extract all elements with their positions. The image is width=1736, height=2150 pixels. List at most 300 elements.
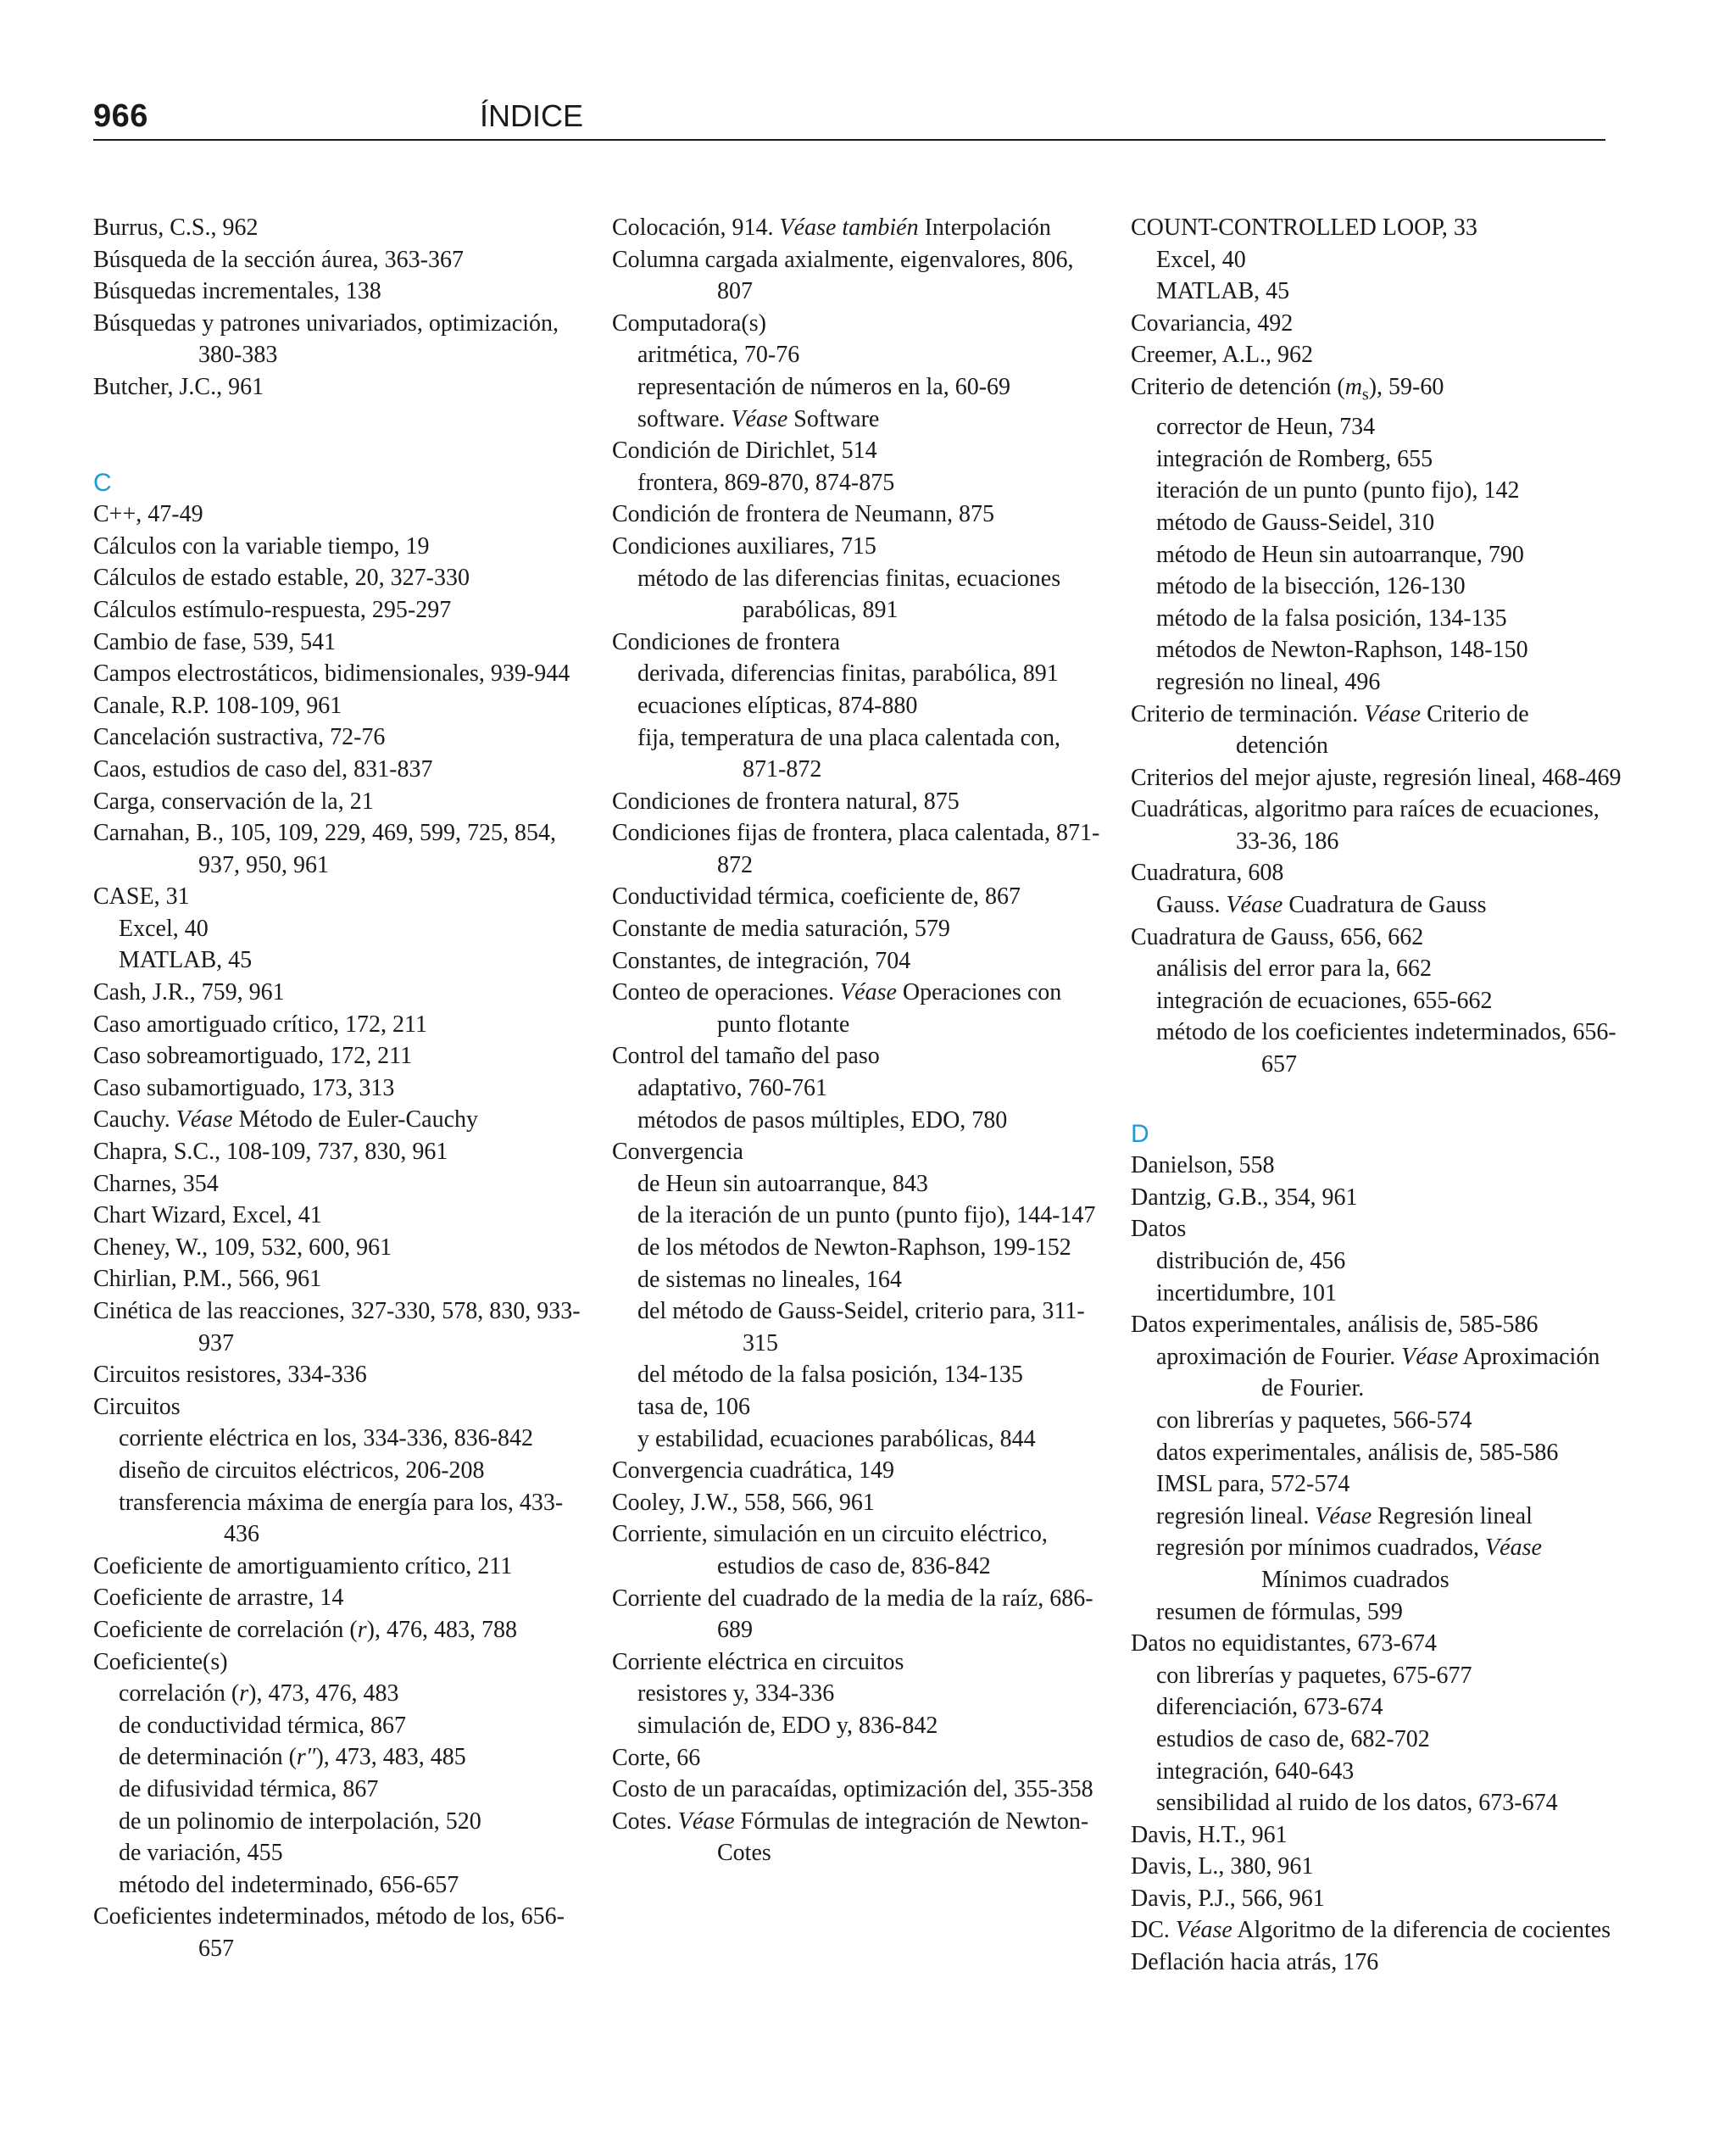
entry-italic: Véase bbox=[175, 1106, 233, 1133]
index-entry bbox=[612, 1040, 1104, 1072]
entry-text: Carga, conservación de la, 21 bbox=[93, 788, 374, 815]
entry-italic: Véase bbox=[840, 979, 897, 1006]
entry-italic: Véase bbox=[1226, 892, 1283, 919]
entry-text: derivada, diferencias finitas, parabólica, 891 bbox=[637, 660, 1059, 688]
index-subentry bbox=[612, 1359, 1104, 1391]
entry-text: Condición de frontera de Neumann, 875 bbox=[612, 501, 994, 528]
entry-text: Chart Wizard, Excel, 41 bbox=[93, 1202, 322, 1229]
entry-text: métodos de pasos múltiples, EDO, 780 bbox=[637, 1106, 1008, 1133]
entry-text: Datos no equidistantes, 673-674 bbox=[1131, 1630, 1437, 1657]
index-subentry bbox=[612, 1200, 1104, 1232]
entry-text: Conteo de operaciones. bbox=[612, 979, 835, 1006]
entry-italic: Véase bbox=[1175, 1917, 1232, 1944]
entry-text: Campos electrostáticos, bidimensionales, 939-944 bbox=[93, 660, 570, 688]
entry-text: método de Heun sin autoarranque, 790 bbox=[1156, 541, 1524, 568]
entry-italic: Véase bbox=[1364, 700, 1422, 727]
entry-text-tail: Operaciones con punto flotante bbox=[717, 979, 1062, 1038]
index-subentry bbox=[93, 1837, 585, 1869]
index-entry bbox=[1131, 1851, 1622, 1883]
entry-text: de Heun sin autoarranque, 843 bbox=[637, 1170, 928, 1197]
index-entry bbox=[612, 1455, 1104, 1487]
index-subentry bbox=[1131, 1405, 1622, 1437]
entry-text: iteración de un punto (punto fijo), 142 bbox=[1156, 477, 1520, 504]
index-subentry bbox=[1131, 1245, 1622, 1278]
entry-text: Gauss. bbox=[1156, 892, 1221, 919]
entry-italic: r bbox=[239, 1680, 249, 1707]
entry-text: método de los coeficientes indeterminados, 656-657 bbox=[1156, 1019, 1616, 1078]
entry-text: adaptativo, 760-761 bbox=[637, 1075, 827, 1102]
index-subentry bbox=[1131, 1278, 1622, 1310]
index-entry bbox=[1131, 1819, 1622, 1852]
entry-text-tail: Método de Euler-Cauchy bbox=[238, 1106, 479, 1133]
entry-text: Caso subamortiguado, 173, 313 bbox=[93, 1074, 395, 1101]
entry-text: Búsqueda de la sección áurea, 363-367 bbox=[93, 246, 464, 273]
index-entry bbox=[93, 658, 585, 690]
index-subentry bbox=[1131, 475, 1622, 507]
entry-text: incertidumbre, 101 bbox=[1156, 1279, 1338, 1306]
index-subentry bbox=[1131, 1724, 1622, 1756]
entry-text: del método de Gauss-Seidel, criterio para, 311-315 bbox=[637, 1298, 1085, 1356]
running-head: ÍNDICE bbox=[480, 98, 584, 133]
entry-text: Convergencia cuadrática, 149 bbox=[612, 1457, 895, 1484]
index-subentry bbox=[612, 339, 1104, 371]
index-entry bbox=[1131, 1213, 1622, 1245]
entry-text: Cuadráticas, algoritmo para raíces de ecuaciones, 33-36, 186 bbox=[1131, 796, 1600, 855]
index-entry bbox=[93, 1200, 585, 1232]
entry-text: Caso sobreamortiguado, 172, 211 bbox=[93, 1043, 413, 1070]
entry-text: Carnahan, B., 105, 109, 229, 469, 599, 725, 854, 937, 950, 961 bbox=[93, 820, 556, 878]
entry-text-tail: ), 473, 476, 483 bbox=[248, 1680, 399, 1707]
entry-text: CASE, 31 bbox=[93, 883, 190, 911]
index-entry bbox=[93, 276, 585, 308]
index-entry bbox=[1131, 1150, 1622, 1182]
entry-text-tail: Mínimos cuadrados bbox=[1261, 1566, 1449, 1593]
entry-text: Cinética de las reacciones, 327-330, 578, 830, 933-937 bbox=[93, 1298, 581, 1356]
index-entry bbox=[93, 977, 585, 1009]
entry-text: representación de números en la, 60-69 bbox=[637, 373, 1011, 400]
entry-text: Danielson, 558 bbox=[1131, 1152, 1275, 1179]
section-letter: D bbox=[1131, 1119, 1149, 1148]
entry-text: Circuitos bbox=[93, 1393, 181, 1420]
index-subentry bbox=[1131, 1017, 1622, 1080]
entry-text-tail: ), 476, 483, 788 bbox=[366, 1616, 517, 1643]
index-entry bbox=[93, 1136, 585, 1168]
entry-text: de un polinomio de interpolación, 520 bbox=[119, 1807, 481, 1835]
entry-text: Davis, P.J., 566, 961 bbox=[1131, 1885, 1325, 1912]
entry-text-tail: ), 59-60 bbox=[1368, 373, 1444, 400]
index-subentry bbox=[93, 913, 585, 945]
index-subentry bbox=[1131, 1660, 1622, 1692]
index-entry bbox=[612, 1583, 1104, 1646]
entry-italic: Véase bbox=[677, 1807, 735, 1835]
entry-text: de los métodos de Newton-Raphson, 199-152 bbox=[637, 1234, 1071, 1261]
entry-text: DC. bbox=[1131, 1917, 1170, 1944]
section-spacer bbox=[93, 404, 585, 467]
entry-text: métodos de Newton-Raphson, 148-150 bbox=[1156, 637, 1528, 664]
entry-text: resumen de fórmulas, 599 bbox=[1156, 1598, 1403, 1625]
entry-text: correlación ( bbox=[119, 1680, 240, 1707]
entry-text: Cauchy. bbox=[93, 1106, 170, 1133]
index-entry bbox=[612, 627, 1104, 659]
index-subentry bbox=[93, 1455, 585, 1487]
index-entry bbox=[1131, 1309, 1622, 1341]
entry-text: tasa de, 106 bbox=[637, 1393, 750, 1420]
entry-text: corrector de Heun, 734 bbox=[1156, 414, 1376, 441]
index-entry bbox=[612, 1518, 1104, 1582]
index-entry bbox=[1131, 1914, 1622, 1947]
entry-text: Convergencia bbox=[612, 1139, 743, 1166]
entry-italic: Véase bbox=[1315, 1502, 1372, 1529]
entry-text: Conductividad térmica, coeficiente de, 867 bbox=[612, 883, 1021, 911]
index-entry bbox=[93, 371, 585, 404]
entry-text: método de las diferencias finitas, ecuaciones parabólicas, 891 bbox=[637, 565, 1061, 624]
entry-text: Datos bbox=[1131, 1216, 1187, 1243]
entry-text: COUNT-CONTROLLED LOOP, 33 bbox=[1131, 214, 1477, 241]
entry-text: Charnes, 354 bbox=[93, 1170, 219, 1197]
entry-text: análisis del error para la, 662 bbox=[1156, 955, 1432, 983]
index-entry bbox=[612, 1742, 1104, 1774]
index-subentry bbox=[1131, 571, 1622, 603]
entry-text: Condición de Dirichlet, 514 bbox=[612, 437, 877, 465]
entry-text: del método de la falsa posición, 134-135 bbox=[637, 1362, 1023, 1389]
index-entry bbox=[93, 786, 585, 818]
entry-text: con librerías y paquetes, 675-677 bbox=[1156, 1662, 1472, 1689]
entry-text-tail: Software bbox=[793, 405, 880, 432]
index-subentry bbox=[1131, 1532, 1622, 1596]
entry-text: Davis, L., 380, 961 bbox=[1131, 1853, 1314, 1880]
entry-text: Condiciones fijas de frontera, placa calentada, 871-872 bbox=[612, 820, 1100, 878]
index-entry bbox=[93, 817, 585, 881]
index-entry bbox=[612, 1487, 1104, 1519]
index-subentry bbox=[93, 1423, 585, 1455]
index-subentry bbox=[612, 1423, 1104, 1456]
index-subentry bbox=[1131, 1691, 1622, 1724]
index-subentry bbox=[1131, 411, 1622, 443]
index-entry bbox=[1131, 857, 1622, 889]
index-entry bbox=[93, 881, 585, 913]
entry-text: método del indeterminado, 656-657 bbox=[119, 1871, 459, 1898]
index-subentry bbox=[1131, 953, 1622, 985]
entry-text: de la iteración de un punto (punto fijo), 144-147 bbox=[637, 1202, 1096, 1229]
index-entry bbox=[93, 308, 585, 371]
entry-text: Cash, J.R., 759, 961 bbox=[93, 979, 285, 1006]
entry-text: Caso amortiguado crítico, 172, 211 bbox=[93, 1011, 427, 1038]
entry-text: MATLAB, 45 bbox=[1156, 278, 1290, 305]
index-entry bbox=[1131, 1947, 1622, 1979]
entry-italic: m bbox=[1344, 373, 1362, 400]
index-entry bbox=[93, 1104, 585, 1136]
entry-text: Corriente del cuadrado de la media de la raíz, 686-689 bbox=[612, 1585, 1093, 1644]
entry-text: Coeficiente de amortiguamiento crítico, 211 bbox=[93, 1552, 513, 1579]
index-entry bbox=[612, 499, 1104, 531]
index-entry bbox=[93, 721, 585, 754]
index-entry bbox=[93, 1614, 585, 1646]
entry-text: fija, temperatura de una placa calentada con, 871-872 bbox=[637, 724, 1061, 783]
entry-text: regresión por mínimos cuadrados, bbox=[1156, 1535, 1480, 1562]
entry-text: Constante de media saturación, 579 bbox=[612, 916, 950, 943]
entry-italic: r″ bbox=[296, 1744, 316, 1771]
index-subentry bbox=[612, 690, 1104, 722]
index-entry bbox=[93, 1232, 585, 1264]
entry-text: Cambio de fase, 539, 541 bbox=[93, 628, 337, 655]
page-header bbox=[93, 92, 1605, 141]
section-letter: C bbox=[93, 468, 112, 497]
index-entry bbox=[1131, 339, 1622, 371]
index-subentry bbox=[612, 722, 1104, 786]
entry-text: Corriente eléctrica en circuitos bbox=[612, 1648, 904, 1675]
entry-text: Cuadratura, 608 bbox=[1131, 860, 1284, 887]
index-entry bbox=[1131, 1628, 1622, 1660]
entry-text-tail: ), 473, 483, 485 bbox=[315, 1744, 466, 1771]
entry-text: aritmética, 70-76 bbox=[637, 342, 800, 369]
index-entry bbox=[1131, 308, 1622, 340]
index-subentry bbox=[612, 1264, 1104, 1296]
index-subentry bbox=[612, 1105, 1104, 1137]
index-subentry bbox=[93, 1869, 585, 1902]
index-entry bbox=[612, 308, 1104, 340]
entry-text: Cálculos de estado estable, 20, 327-330 bbox=[93, 565, 470, 592]
index-subentry bbox=[1131, 634, 1622, 666]
entry-text: Búsquedas incrementales, 138 bbox=[93, 278, 381, 305]
entry-text: de difusividad térmica, 867 bbox=[119, 1775, 379, 1802]
index-subentry bbox=[612, 404, 1104, 436]
index-subentry bbox=[1131, 1501, 1622, 1533]
index-entry bbox=[93, 499, 585, 531]
index-entry bbox=[93, 754, 585, 786]
entry-text: Coeficiente de arrastre, 14 bbox=[93, 1585, 344, 1612]
entry-text: MATLAB, 45 bbox=[119, 947, 253, 974]
index-entry bbox=[93, 1646, 585, 1679]
index-subentry bbox=[612, 658, 1104, 690]
entry-text: Coeficiente(s) bbox=[93, 1648, 228, 1675]
index-entry bbox=[1131, 762, 1622, 794]
entry-italic: Véase bbox=[1485, 1535, 1542, 1562]
entry-text: aproximación de Fourier. bbox=[1156, 1343, 1396, 1370]
index-subentry bbox=[612, 1295, 1104, 1359]
entry-text: Coeficiente de correlación ( bbox=[93, 1616, 358, 1643]
index-entry bbox=[93, 1009, 585, 1041]
entry-text: regresión no lineal, 496 bbox=[1156, 668, 1381, 695]
entry-text: Cheney, W., 109, 532, 600, 961 bbox=[93, 1234, 392, 1261]
index-subentry bbox=[93, 944, 585, 977]
index-entry bbox=[612, 1806, 1104, 1869]
index-entry bbox=[93, 244, 585, 276]
index-subentry bbox=[612, 371, 1104, 404]
index-column-1 bbox=[93, 212, 585, 1964]
entry-text: distribución de, 456 bbox=[1156, 1248, 1346, 1274]
entry-text: transferencia máxima de energía para los, 433-436 bbox=[119, 1489, 564, 1548]
index-entry bbox=[612, 913, 1104, 945]
page-number: 966 bbox=[93, 98, 148, 134]
index-entry bbox=[1131, 371, 1622, 411]
index-entry bbox=[93, 1582, 585, 1614]
entry-text: Circuitos resistores, 334-336 bbox=[93, 1362, 367, 1389]
index-subentry bbox=[612, 1072, 1104, 1105]
index-entry bbox=[93, 594, 585, 627]
index-entry bbox=[1131, 699, 1622, 762]
index-subentry bbox=[1131, 1468, 1622, 1501]
index-entry bbox=[93, 1551, 585, 1583]
index-subentry bbox=[612, 467, 1104, 499]
entry-text: Columna cargada axialmente, eigenvalores, 806, 807 bbox=[612, 246, 1074, 305]
index-entry bbox=[93, 1391, 585, 1423]
entry-text-tail: Regresión lineal bbox=[1377, 1502, 1533, 1529]
index-entry bbox=[612, 881, 1104, 913]
entry-text: y estabilidad, ecuaciones parabólicas, 844 bbox=[637, 1425, 1036, 1452]
entry-text: Butcher, J.C., 961 bbox=[93, 373, 264, 400]
index-entry bbox=[93, 1040, 585, 1072]
index-entry bbox=[93, 1359, 585, 1391]
entry-text: IMSL para, 572-574 bbox=[1156, 1471, 1350, 1498]
index-subentry bbox=[93, 1487, 585, 1551]
index-subentry bbox=[1131, 889, 1622, 922]
index-entry bbox=[612, 817, 1104, 881]
index-entry bbox=[612, 945, 1104, 978]
index-entry bbox=[93, 212, 585, 244]
entry-text: Cuadratura de Gauss, 656, 662 bbox=[1131, 923, 1424, 950]
entry-text: Costo de un paracaídas, optimización del, 355-358 bbox=[612, 1776, 1093, 1803]
index-entry bbox=[93, 690, 585, 722]
index-subentry bbox=[612, 1678, 1104, 1710]
index-entry bbox=[612, 1646, 1104, 1679]
index-entry bbox=[93, 627, 585, 659]
entry-text: método de Gauss-Seidel, 310 bbox=[1156, 509, 1435, 536]
entry-italic: Véase bbox=[731, 405, 788, 432]
entry-italic: r bbox=[357, 1616, 367, 1643]
entry-text: de sistemas no lineales, 164 bbox=[637, 1266, 902, 1293]
entry-text: Criterios del mejor ajuste, regresión lineal, 468-469 bbox=[1131, 764, 1622, 791]
section-spacer bbox=[1131, 1081, 1622, 1118]
index-entry bbox=[93, 1168, 585, 1200]
entry-text: Corte, 66 bbox=[612, 1744, 701, 1771]
entry-text: Constantes, de integración, 704 bbox=[612, 947, 911, 974]
entry-text: frontera, 869-870, 874-875 bbox=[637, 469, 895, 496]
entry-text: Canale, R.P. 108-109, 961 bbox=[93, 692, 342, 719]
entry-text: Covariancia, 492 bbox=[1131, 309, 1294, 337]
index-entry bbox=[612, 435, 1104, 467]
index-subentry bbox=[1131, 539, 1622, 571]
entry-text: Chirlian, P.M., 566, 961 bbox=[93, 1266, 322, 1293]
index-entry bbox=[612, 1774, 1104, 1806]
entry-text: Datos experimentales, análisis de, 585-586 bbox=[1131, 1312, 1538, 1339]
entry-text: Caos, estudios de caso del, 831-837 bbox=[93, 755, 433, 783]
index-subentry bbox=[1131, 1756, 1622, 1788]
index-entry bbox=[612, 786, 1104, 818]
entry-text: Excel, 40 bbox=[119, 915, 209, 942]
index-subentry bbox=[1131, 1437, 1622, 1469]
index-subentry bbox=[612, 1391, 1104, 1423]
entry-text: integración, 640-643 bbox=[1156, 1757, 1355, 1785]
index-subentry bbox=[93, 1806, 585, 1838]
index-subentry bbox=[93, 1710, 585, 1742]
index-subentry bbox=[1131, 1596, 1622, 1629]
entry-text: Cotes. bbox=[612, 1807, 672, 1835]
index-entry bbox=[612, 531, 1104, 563]
entry-text: Condiciones de frontera natural, 875 bbox=[612, 788, 960, 815]
entry-text-tail: Fórmulas de integración de Newton-Cotes bbox=[717, 1807, 1089, 1867]
index-entry bbox=[93, 531, 585, 563]
index-entry bbox=[1131, 1182, 1622, 1214]
entry-text: simulación de, EDO y, 836-842 bbox=[637, 1712, 938, 1739]
entry-text: diferenciación, 673-674 bbox=[1156, 1694, 1383, 1721]
index-subentry bbox=[93, 1741, 585, 1774]
entry-italic: Véase bbox=[1401, 1343, 1459, 1370]
entry-text: Cooley, J.W., 558, 566, 961 bbox=[612, 1489, 875, 1516]
index-subentry bbox=[1131, 507, 1622, 539]
entry-text: método de la bisección, 126-130 bbox=[1156, 573, 1466, 600]
entry-text: Davis, H.T., 961 bbox=[1131, 1821, 1288, 1848]
entry-text: Creemer, A.L., 962 bbox=[1131, 342, 1314, 369]
entry-text: Excel, 40 bbox=[1156, 246, 1246, 273]
index-subentry bbox=[1131, 244, 1622, 276]
entry-text: sensibilidad al ruido de los datos, 673-674 bbox=[1156, 1790, 1558, 1817]
entry-text: Condiciones auxiliares, 715 bbox=[612, 532, 876, 560]
index-subentry bbox=[1131, 666, 1622, 699]
index-subentry bbox=[93, 1678, 585, 1710]
entry-subscript: s bbox=[1361, 385, 1369, 404]
index-entry bbox=[93, 1263, 585, 1295]
index-column-3 bbox=[1131, 212, 1622, 1979]
entry-text: Búsquedas y patrones univariados, optimización, 380-383 bbox=[93, 309, 559, 369]
entry-italic: Véase también bbox=[779, 214, 919, 241]
index-entry bbox=[1131, 1883, 1622, 1915]
index-entry bbox=[612, 212, 1104, 244]
index-entry bbox=[93, 1295, 585, 1359]
entry-text: con librerías y paquetes, 566-574 bbox=[1156, 1406, 1472, 1434]
index-entry bbox=[612, 977, 1104, 1040]
entry-text: C++, 47-49 bbox=[93, 501, 203, 528]
entry-text: Computadora(s) bbox=[612, 309, 766, 337]
entry-text: de variación, 455 bbox=[119, 1840, 283, 1867]
index-entry bbox=[93, 1901, 585, 1964]
index-subentry bbox=[1131, 985, 1622, 1017]
index-entry bbox=[612, 1136, 1104, 1168]
entry-text: corriente eléctrica en los, 334-336, 836-842 bbox=[119, 1425, 534, 1452]
index-entry bbox=[1131, 212, 1622, 244]
entry-text: estudios de caso de, 682-702 bbox=[1156, 1725, 1430, 1752]
index-subentry bbox=[1131, 1341, 1622, 1405]
entry-text: Criterio de terminación. bbox=[1131, 700, 1359, 727]
entry-text: integración de Romberg, 655 bbox=[1156, 445, 1433, 472]
entry-text: datos experimentales, análisis de, 585-586 bbox=[1156, 1439, 1559, 1466]
index-subentry bbox=[612, 1232, 1104, 1264]
index-subentry bbox=[612, 1168, 1104, 1200]
index-entry bbox=[93, 562, 585, 594]
index-subentry bbox=[612, 563, 1104, 627]
entry-text-tail: Criterio de detención bbox=[1236, 700, 1529, 760]
entry-text: resistores y, 334-336 bbox=[637, 1680, 835, 1707]
entry-text: Burrus, C.S., 962 bbox=[93, 214, 259, 241]
entry-text: regresión lineal. bbox=[1156, 1502, 1310, 1529]
entry-text: Corriente, simulación en un circuito eléctrico, estudios de caso de, 836-842 bbox=[612, 1521, 1048, 1579]
index-entry bbox=[1131, 794, 1622, 857]
index-subentry bbox=[1131, 1787, 1622, 1819]
entry-text: Dantzig, G.B., 354, 961 bbox=[1131, 1184, 1358, 1211]
entry-text: Colocación, 914. bbox=[612, 214, 774, 241]
index-subentry bbox=[93, 1774, 585, 1806]
index-subentry bbox=[1131, 276, 1622, 308]
entry-text: Chapra, S.C., 108-109, 737, 830, 961 bbox=[93, 1139, 448, 1166]
entry-text-tail: Cuadratura de Gauss bbox=[1288, 892, 1487, 919]
entry-text: ecuaciones elípticas, 874-880 bbox=[637, 692, 918, 719]
index-column-2 bbox=[612, 212, 1104, 1869]
index-entry bbox=[612, 244, 1104, 308]
entry-text: Deflación hacia atrás, 176 bbox=[1131, 1949, 1379, 1976]
index-subentry bbox=[1131, 443, 1622, 476]
entry-text: integración de ecuaciones, 655-662 bbox=[1156, 987, 1493, 1014]
entry-text: Control del tamaño del paso bbox=[612, 1043, 880, 1070]
entry-text: Coeficientes indeterminados, método de los, 656-657 bbox=[93, 1903, 565, 1962]
